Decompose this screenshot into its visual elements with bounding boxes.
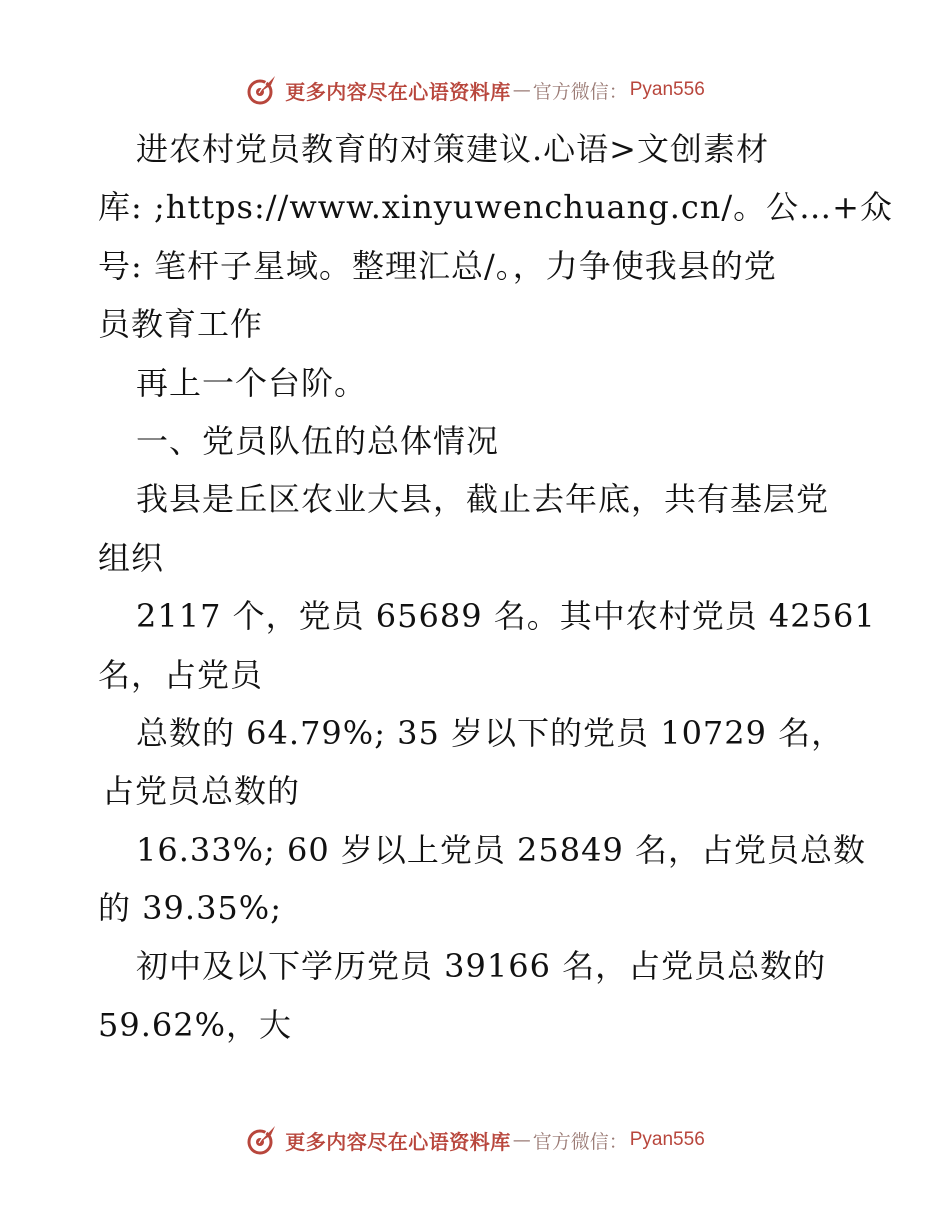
watermark-main-text: 更多内容尽在心语资料库 — [285, 79, 511, 104]
text-line: 再上一个台阶。 — [136, 363, 368, 402]
quill-logo-icon — [245, 1123, 279, 1157]
text-line: 我县是丘区农业大县，截止去年底，共有基层党 — [136, 480, 830, 519]
text-line: 占党员总数的 — [102, 772, 301, 811]
document-body — [98, 120, 893, 1054]
watermark-separator: — — [512, 1129, 531, 1151]
watermark-tail-text: 官方微信： — [532, 1130, 628, 1153]
text-line: 组织 — [98, 538, 165, 577]
text-line: 16.33%; 60 岁以上党员 25849 名，占党员总数 — [136, 830, 867, 869]
quill-logo-icon — [245, 73, 279, 107]
text-line: 2117 个，党员 65689 名。其中农村党员 42561 — [136, 597, 876, 636]
watermark-main-text: 更多内容尽在心语资料库 — [285, 1129, 511, 1154]
text-line: 59.62%，大 — [98, 1005, 293, 1044]
text-line: 总数的 64.79%; 35 岁以下的党员 10729 名， — [136, 713, 845, 752]
footer-watermark — [0, 1120, 950, 1160]
text-line: 一、党员队伍的总体情况 — [136, 421, 500, 460]
watermark-tail-text: 官方微信： — [532, 80, 628, 103]
text-line: 员教育工作 — [98, 305, 264, 344]
watermark-wechat-id: Pyan556 — [629, 79, 705, 100]
text-line: 名，占党员 — [98, 655, 264, 694]
text-line: 进农村党员教育的对策建议.心语>文创素材 — [136, 130, 769, 168]
text-line: 的 39.35%; — [98, 889, 282, 928]
header-watermark — [0, 70, 950, 110]
text-line: 初中及以下学历党员 39166 名，占党员总数的 — [136, 947, 827, 986]
watermark-separator: — — [512, 79, 531, 101]
text-line: 库: ;https://www.xinyuwenchuang.cn/。公…+众 — [98, 188, 893, 227]
text-line: 号: 笔杆子星域。整理汇总/。，力争使我县的党 — [98, 246, 777, 285]
watermark-wechat-id: Pyan556 — [629, 1129, 705, 1150]
